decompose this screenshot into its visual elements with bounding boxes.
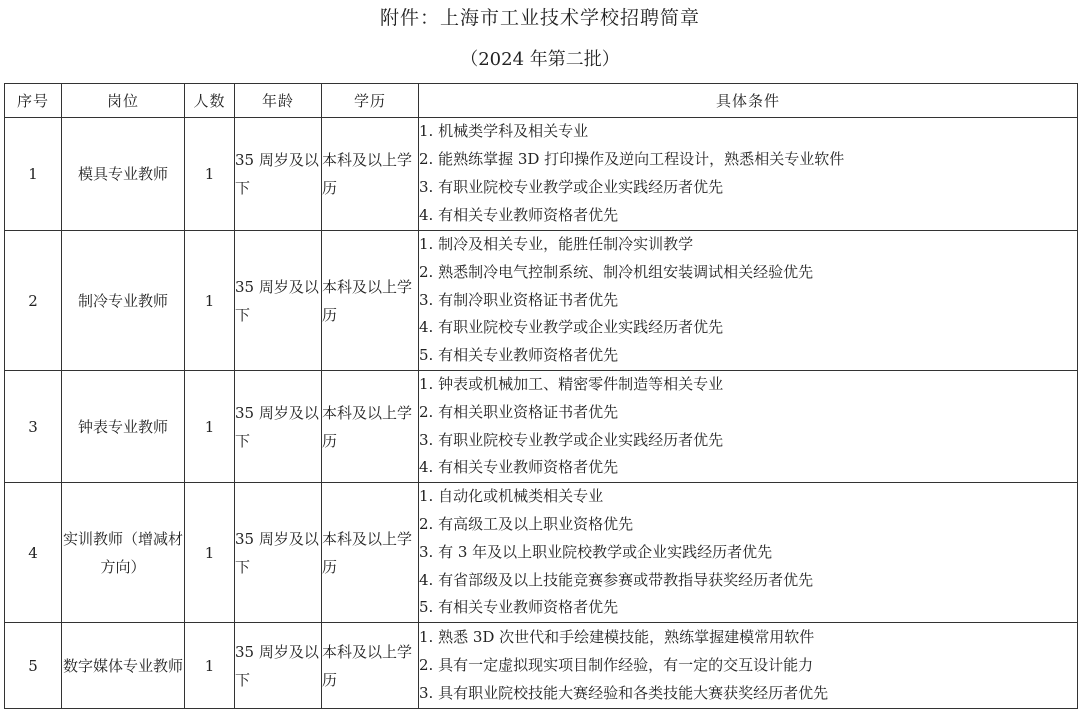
condition-item: 2. 能熟练掌握 3D 打印操作及逆向工程设计，熟悉相关专业软件: [419, 150, 845, 169]
condition-item: 4. 有省部级及以上技能竞赛参赛或带教指导获奖经历者优先: [419, 570, 814, 589]
row-conditions: [419, 483, 1078, 623]
table-row: [5, 231, 1078, 371]
row-education: 本科及以上学历: [322, 118, 419, 231]
condition-item: 1. 机械类学科及相关专业: [419, 122, 589, 141]
table-row: [5, 623, 1078, 709]
condition-item: 2. 具有一定虚拟现实项目制作经验，有一定的交互设计能力: [419, 655, 814, 674]
condition-item: 3. 有制冷职业资格证书者优先: [419, 290, 619, 309]
page-subtitle: （2024 年第二批）: [460, 49, 620, 70]
row-post: 制冷专业教师: [62, 231, 185, 371]
row-count: 1: [185, 231, 235, 371]
condition-item: 3. 有职业院校专业教学或企业实践经历者优先: [419, 178, 724, 196]
row-age: 35 周岁及以下: [235, 483, 322, 623]
condition-item: 3. 有职业院校专业教学或企业实践经历者优先: [419, 430, 724, 449]
row-count: 1: [185, 483, 235, 623]
row-age: 35 周岁及以下: [235, 371, 322, 483]
row-education: 本科及以上学历: [322, 371, 419, 483]
header-index: 序号: [5, 84, 62, 118]
row-count: 1: [185, 371, 235, 483]
condition-item: 1. 钟表或机械加工、精密零件制造等相关专业: [419, 375, 724, 393]
table-header-row: [5, 84, 1078, 118]
table-row: [5, 371, 1078, 483]
header-education: 学历: [322, 84, 419, 118]
condition-item: 5. 有相关专业教师资格者优先: [419, 598, 619, 617]
recruitment-table: [4, 83, 1078, 709]
row-post: 数字媒体专业教师: [62, 623, 185, 709]
row-age: 35 周岁及以下: [235, 623, 322, 709]
row-post: 模具专业教师: [62, 118, 185, 231]
table-row: [5, 118, 1078, 231]
condition-item: 1. 制冷及相关专业，能胜任制冷实训教学: [419, 235, 694, 253]
row-count: 1: [185, 623, 235, 709]
header-age: 年龄: [235, 84, 322, 118]
row-education: 本科及以上学历: [322, 231, 419, 371]
condition-item: 4. 有相关专业教师资格者优先: [419, 205, 619, 224]
row-age: 35 周岁及以下: [235, 118, 322, 231]
condition-item: 1. 熟悉 3D 次世代和手绘建模技能，熟练掌握建模常用软件: [419, 627, 815, 646]
row-age: 35 周岁及以下: [235, 231, 322, 371]
condition-item: 5. 有相关专业教师资格者优先: [419, 346, 619, 365]
header-post: 岗位: [62, 84, 185, 118]
row-index: 5: [5, 623, 62, 709]
header-conditions: 具体条件: [419, 84, 1078, 118]
condition-item: 3. 有 3 年及以上职业院校教学或企业实践经历者优先: [419, 542, 773, 561]
condition-item: 2. 有高级工及以上职业资格优先: [419, 514, 634, 533]
row-post: 钟表专业教师: [62, 371, 185, 483]
row-count: 1: [185, 118, 235, 231]
row-conditions: [419, 118, 1078, 231]
row-education: 本科及以上学历: [322, 623, 419, 709]
condition-item: 2. 熟悉制冷电气控制系统、制冷机组安装调试相关经验优先: [419, 262, 814, 281]
header-count: 人数: [185, 84, 235, 118]
row-post: 实训教师（增减材方向）: [62, 483, 185, 623]
row-conditions: [419, 231, 1078, 371]
condition-item: 2. 有相关职业资格证书者优先: [419, 402, 619, 421]
condition-item: 1. 自动化或机械类相关专业: [419, 487, 604, 506]
page-title: 附件：上海市工业技术学校招聘简章: [379, 7, 700, 29]
row-index: 4: [5, 483, 62, 623]
row-conditions: [419, 371, 1078, 483]
row-index: 2: [5, 231, 62, 371]
row-education: 本科及以上学历: [322, 483, 419, 623]
row-conditions: [419, 623, 1078, 709]
row-index: 3: [5, 371, 62, 483]
condition-item: 4. 有职业院校专业教学或企业实践经历者优先: [419, 318, 724, 337]
condition-item: 3. 具有职业院校技能大赛经验和各类技能大赛获奖经历者优先: [419, 683, 829, 702]
row-index: 1: [5, 118, 62, 231]
table-row: [5, 483, 1078, 623]
condition-item: 4. 有相关专业教师资格者优先: [419, 458, 619, 477]
